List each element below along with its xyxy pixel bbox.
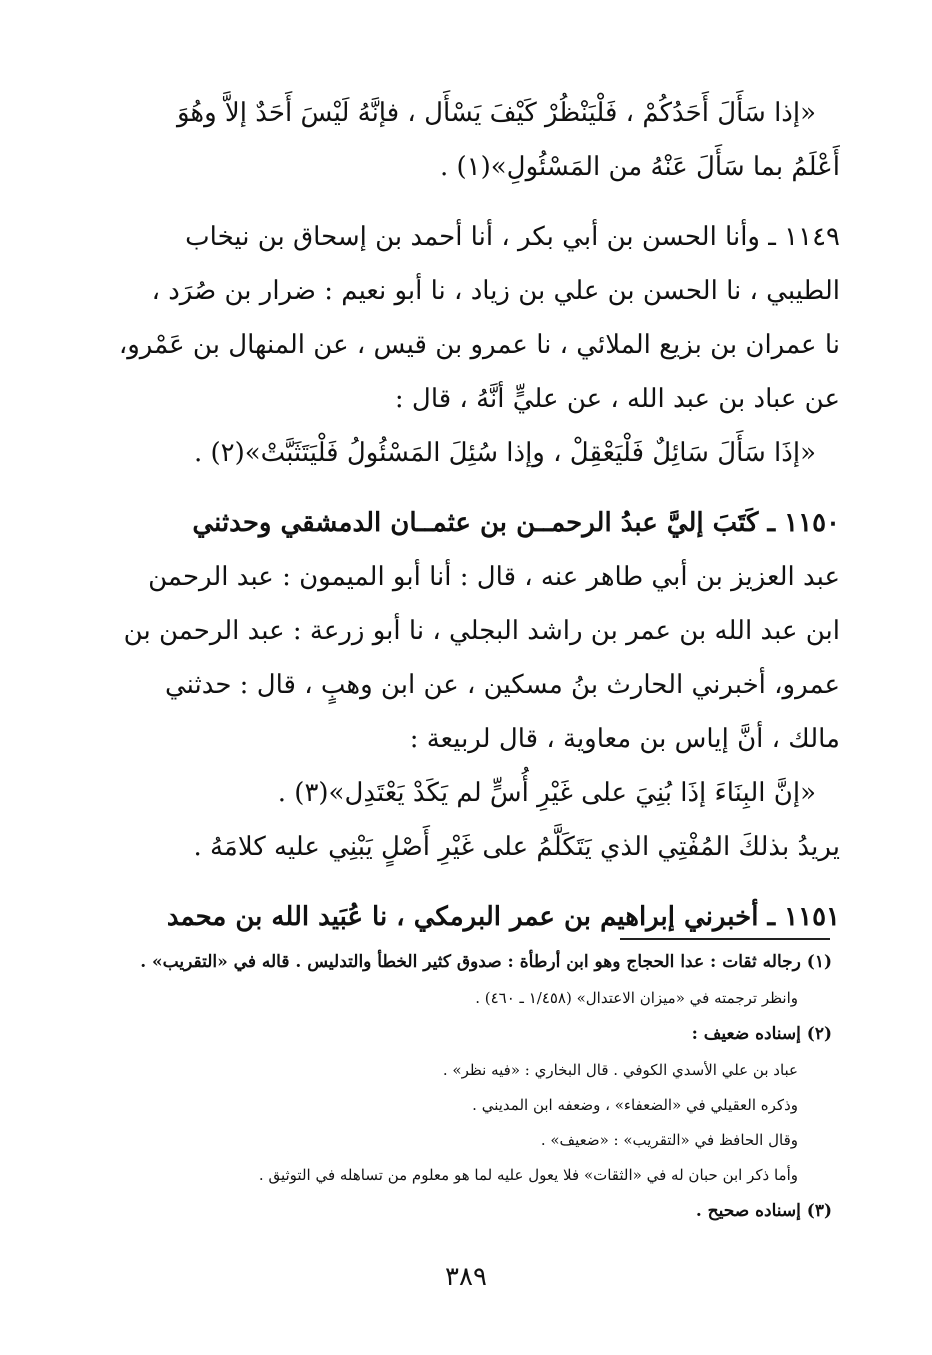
footnote-divider bbox=[620, 938, 830, 940]
text-line: عبد العزيز بن أبي طاهر عنه ، قال : أنا أبو الميمون : عبد الرحمن bbox=[148, 562, 840, 592]
text-line: «إذا سَأَلَ أَحَدُكُمْ ، فَلْيَنْظُرْ كَيْفَ يَسْأَل ، فإنَّهُ لَيْسَ أَحَدٌ إلاَّ وهُوَ bbox=[176, 98, 816, 128]
footnote-line: عباد بن علي الأسدي الكوفي . قال البخاري : «فيه نظر» . bbox=[442, 1061, 798, 1079]
footnote-line: وذكره العقيلي في «الضعفاء» ، وضعفه ابن المديني . bbox=[472, 1096, 798, 1114]
text-line: عمرو، أخبرني الحارث بنُ مسكين ، عن ابن وهبٍ ، قال : حدثني bbox=[164, 670, 840, 700]
main-text bbox=[100, 86, 840, 944]
text-line: الطيبي ، نا الحسن بن علي بن زياد ، نا أبو نعيم : ضرار بن صُرَد ، bbox=[151, 276, 840, 306]
hadith-1150-line: ١١٥٠ ـ كَتَبَ إليَّ عبدُ الرحمــن بن عثمــان الدمشقي وحدثني bbox=[192, 508, 840, 538]
footnote-line: وأما ذكر ابن حبان له في «الثقات» فلا يعول عليه لما هو معلوم من تساهله في التوثيق . bbox=[258, 1166, 798, 1184]
footnote-line: وانظر ترجمته في «ميزان الاعتدال» (١/٤٥٨ ـ ٤٦٠) . bbox=[475, 989, 798, 1007]
text-line: «إنَّ البِنَاءَ إذَا بُنِيَ على غَيْرِ أُسٍّ لم يَكَدْ يَعْتَدِل»(٣) . bbox=[277, 778, 816, 808]
text-line: يريدُ بذلكَ المُفْتِي الذي يَتَكَلَّمُ على غَيْرِ أَصْلٍ يَبْنِي عليه كلامَهُ . bbox=[193, 832, 840, 862]
footnote-line: (٣) إسناده صحيح . bbox=[695, 1201, 832, 1221]
hadith-1151-line: ١١٥١ ـ أخبرني إبراهيم بن عمر البرمكي ، نا عُبَيد الله بن محمد bbox=[166, 902, 840, 932]
page-number: ٣٨٩ bbox=[445, 1262, 487, 1292]
hadith-1149-line: ١١٤٩ ـ وأنا الحسن بن أبي بكر ، أنا أحمد بن إسحاق بن نيخاب bbox=[185, 222, 840, 252]
footnote-line: (١) رجاله ثقات : عدا الحجاج وهو ابن أرطأة : صدوق كثير الخطأ والتدليس . قاله في «التقريب» . bbox=[140, 952, 832, 972]
footnote-line: وقال الحافظ في «التقريب» : «ضعيف» . bbox=[540, 1131, 798, 1149]
text-line: مالك ، أنَّ إياس بن معاوية ، قال لربيعة : bbox=[409, 724, 840, 754]
text-line: نا عمران بن بزيع الملائي ، نا عمرو بن قيس ، عن المنهال بن عَمْرو، bbox=[118, 330, 840, 360]
text-line: عن عباد بن عبد الله ، عن عليٍّ أنَّهُ ، قال : bbox=[394, 384, 840, 414]
footnote-line: (٢) إسناده ضعيف : bbox=[691, 1024, 832, 1044]
text-line: ابن عبد الله بن عمر بن راشد البجلي ، نا أبو زرعة : عبد الرحمن بن bbox=[123, 616, 840, 646]
footnotes bbox=[132, 944, 832, 1230]
text-line: «إذَا سَأَلَ سَائِلٌ فَلْيَعْقِلْ ، وإذا سُئِلَ المَسْئُولُ فَلْيَتَثَبَّتْ»(٢) . bbox=[193, 438, 816, 468]
text-line: أَعْلَمُ بما سَأَلَ عَنْهُ من المَسْئُولِ»(١) . bbox=[439, 152, 840, 182]
